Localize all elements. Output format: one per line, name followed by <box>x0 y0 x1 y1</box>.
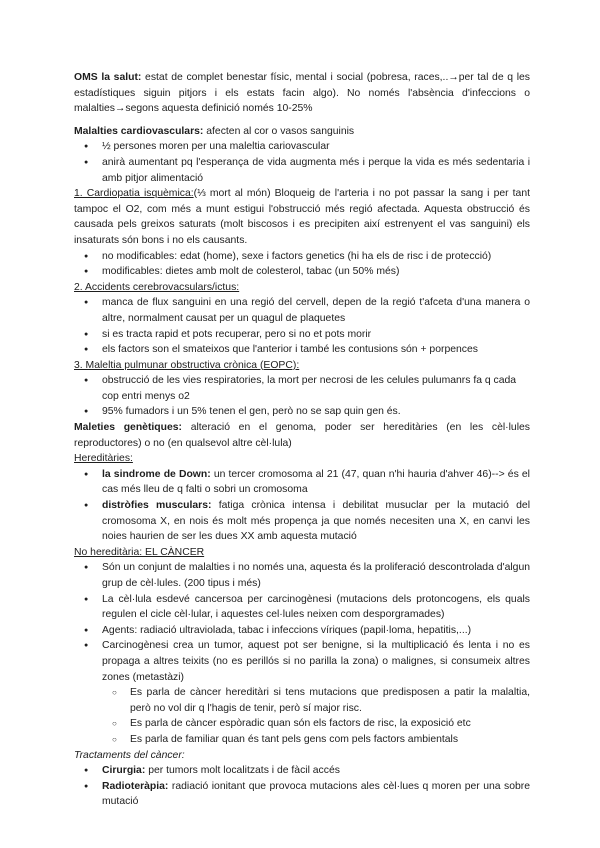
cancer-heading: No hereditària: EL CÀNCER <box>74 546 205 558</box>
carcinogenesi-text: Carcinogènesi crea un tumor, aquest pot ser benigne, si la multiplicació és lenta i no es propaga a altres teixits (no es perillós si no parilla la zona) o malignes, si consumeix altres zones (metastàzi) <box>102 640 530 683</box>
genetiques-term: Maleties genètiques: <box>74 422 183 434</box>
list-item: ● si es tracta rapid et pots recuperar, pero si no et pots morir <box>74 327 530 343</box>
down-term: la sindrome de Down: <box>102 468 211 480</box>
tractaments-heading: Tractaments del càncer: <box>74 749 185 761</box>
hereditaries-list <box>74 467 530 545</box>
list-item: ● modificables: dietes amb molt de colesterol, tabac (un 50% més) <box>74 264 530 280</box>
list-item: ● manca de flux sanguini en una regió del cervell, depen de la regió t'afceta d'una manera o altre, normalment causat per un quagul de plaquetes <box>74 295 530 326</box>
cirurgia-term: Cirurgia: <box>102 765 146 777</box>
list-item: ● no modificables: edat (home), sexe i factors genetics (hi ha els de risc i de protecció) <box>74 249 530 265</box>
list-item: ● Agents: radiació ultraviolada, tabac i infeccions víriques (papil·loma, hepatitis,...) <box>74 623 530 639</box>
list-item: ● anirà aumentant pq l'esperança de vida augmenta més i perque la vida es més sedentaria i amb pitjor alimentació <box>74 155 530 186</box>
ictus-list <box>74 295 530 357</box>
down-text: un tercer cromosoma al 21 (47, quan n'hi hauria d'ahver 46)--> és el cas més lleu de q falti o sobri un cromosoma <box>102 468 530 496</box>
oms-definition <box>74 70 530 117</box>
list-item: ● La cèl·lula esdevé cancersoa per carcinogènesi (mutacions dels protoncogens, els quals regulen el cicle cèl·lular, i aquestes cel·lules neixen com desporgramades) <box>74 592 530 623</box>
cardio-list <box>74 139 530 186</box>
distrofies-term: distròfies musculars: <box>102 500 212 512</box>
cancer-list <box>74 560 530 747</box>
tractaments-list <box>74 763 530 810</box>
epoc-list <box>74 373 530 420</box>
cardio-text: afecten al cor o vasos sanguinis <box>203 125 355 137</box>
list-item <box>74 638 530 747</box>
hereditaries-heading: Hereditàries: <box>74 453 133 465</box>
list-item: ○ Es parla de càncer espòradic quan són els factors de risc, la exposició etc <box>74 716 530 732</box>
cirurgia-text: per tumors molt localitzats i de fàcil accés <box>145 765 340 777</box>
list-item: ○ Es parla de familiar quan és tant pels gens com pels factors ambientals <box>74 732 530 748</box>
list-item: ● ½ persones moren per una maleltia cariovascular <box>74 139 530 155</box>
isquemica-heading: 1. Cardiopatia isquèmica: <box>74 188 194 200</box>
ictus-heading: 2. Accidents cerebrovacsulars/ictus: <box>74 281 240 293</box>
distrofies-text: fatiga crònica intensa i debilitat musuclar per la mutació del cromosoma X, en nois és molt més propença ja que només necesiten una X, en canvi les noies haurien de ser les dues XX amb aquesta mutació <box>102 500 531 543</box>
list-item: ● obstrucció de les vies respiratories, la mort per necrosi de les celules pulumanrs fa q cada cop entri menys o2 <box>74 373 530 404</box>
epoc-heading: 3. Maleltia pulmunar obstructiva crònica (EOPC): <box>74 359 300 371</box>
document-page <box>74 70 530 810</box>
list-item: ● els factors son el smateixos que l'anterior i també les contusions són + porpences <box>74 342 530 358</box>
list-item <box>74 779 530 810</box>
isquemica-text: (⅓ mort al món) Bloqueig de l'arteria i no pot passar la sang i per tant tampoc el O2, com més a munt estigui l'obstrucció més regió afectada. Aquesta obstrucció és causada pels greixos saturats (molt biscosos i es precipiten així estrenyent el vas sanguini) els insaturats són bons i no els causants. <box>74 188 530 246</box>
radioterapia-term: Radioteràpia: <box>102 780 169 792</box>
cancer-sublist <box>74 685 530 747</box>
radioterapia-text: radiació ionitant que provoca mutacions ales cèl·lues q moren per una sobre mutació <box>102 780 530 808</box>
isquemica-paragraph <box>74 186 530 248</box>
genetiques-text: alteració en el genoma, poder ser hereditàries (en les cèl·lules reproductores) o no (en qualsevol altre cèl·lula) <box>74 422 530 449</box>
list-item <box>74 498 530 545</box>
cardio-term: Malalties cardiovasculars: <box>74 125 204 137</box>
genetiques-paragraph <box>74 420 530 451</box>
isquemica-list <box>74 249 530 280</box>
oms-text: estat de complet benestar físic, mental i social (pobresa, races,..→per tal de q les estadístiques siguin pitjors i els estats facin algo). No només l'absència d'infeccions o malalties→segons aquesta definició només 10-25% <box>74 72 530 115</box>
oms-term: OMS la salut: <box>74 72 142 83</box>
list-item: ○ Es parla de càncer hereditàri si tens mutacions que predisposen a patir la malaltia, però no vol dir q l'hagis de tenir, però sí major risc. <box>74 685 530 716</box>
cardio-intro <box>74 124 530 140</box>
list-item <box>74 467 530 498</box>
list-item: ● Són un conjunt de malalties i no només una, aquesta és la proliferació descontrolada d'algun grup de cèl·lules. (200 tipus i més) <box>74 560 530 591</box>
list-item: ● 95% fumadors i un 5% tenen el gen, però no se sap quin gen és. <box>74 404 530 420</box>
list-item <box>74 763 530 779</box>
